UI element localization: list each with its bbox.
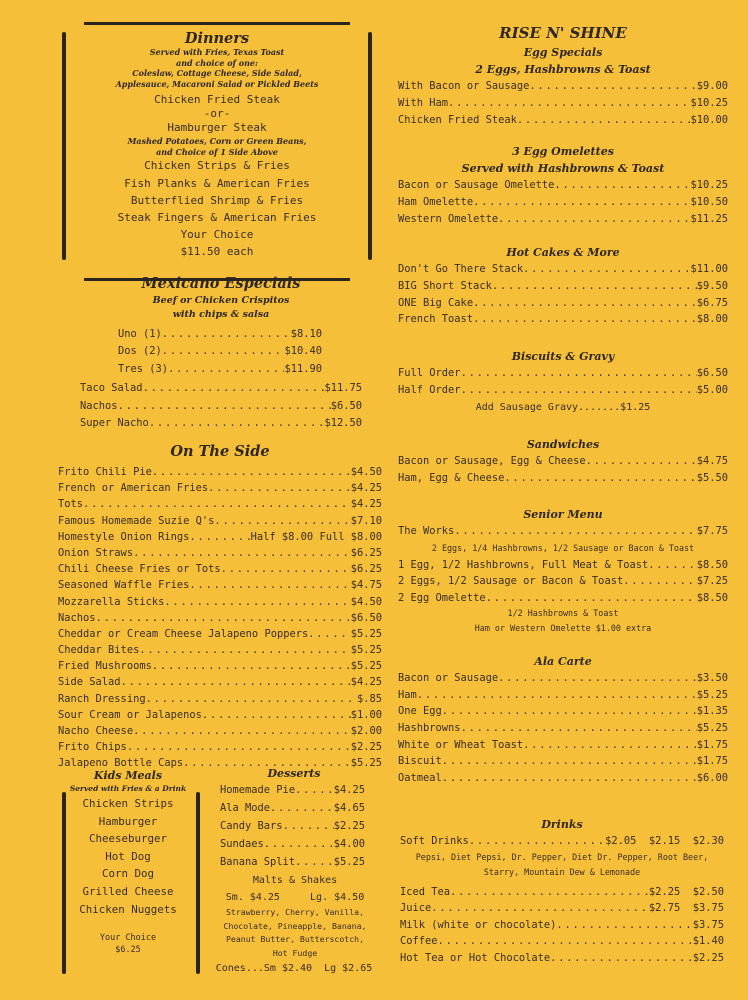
eggs-title: Egg Specials (523, 46, 603, 59)
dinner-item: Steak Fingers & American Fries (117, 211, 317, 225)
item-name: Oatmeal (398, 771, 442, 784)
menu-line (58, 577, 382, 593)
item-name: Homemade Pie (220, 784, 296, 796)
item-price: $5.25 (350, 660, 382, 673)
dinner-item: Butterflied Shrimp & Fries (130, 193, 304, 207)
menu-line (58, 739, 382, 755)
menu-line (398, 737, 728, 754)
item-price: $10.00 (690, 114, 728, 126)
item-price: $5.25 (333, 856, 365, 868)
item-name: Milk (white or chocolate) (400, 918, 557, 931)
menu-line (80, 415, 362, 433)
item-price: $2.25 (350, 741, 382, 754)
item-price: $5.25 (350, 644, 382, 657)
item-price: $4.25 (350, 676, 382, 689)
eggs-sub: 2 Eggs, Hashbrowns & Toast (475, 63, 651, 76)
item-price: $1.00 (350, 708, 382, 721)
menu-line (220, 782, 365, 800)
item-name: Fried Mushrooms (58, 660, 152, 673)
item-price: $5.25 (696, 688, 728, 701)
malts-flavors: Strawberry, Cherry, Vanilla, (225, 907, 365, 917)
item-name: French Toast (398, 313, 474, 326)
item-price: $11.25 (690, 213, 728, 225)
item-name: Ham, Egg & Cheese (398, 472, 505, 485)
dinner-item: Hamburger Steak (167, 121, 267, 135)
menu-line (398, 523, 728, 540)
menu-line (58, 723, 382, 739)
menu-line (400, 933, 724, 950)
item-price: $4.75 (696, 455, 728, 468)
menu-line (58, 480, 382, 496)
item-name: Hashbrowns (398, 721, 461, 734)
menu-line (398, 295, 728, 312)
item-name: 1 Egg, 1/2 Hashbrowns, Full Meat & Toast (398, 558, 649, 571)
menu-line (58, 561, 382, 577)
item-name: Seasoned Waffle Fries (58, 579, 190, 592)
side-title: On The Side (170, 443, 270, 460)
menu-line (398, 177, 728, 194)
mexicano-section (80, 274, 362, 433)
item-name: Bacon or Sausage Omelette (398, 179, 555, 191)
item-price: $5.00 (696, 384, 728, 397)
item-name: Tots (58, 498, 84, 511)
item-name: With Ham (398, 97, 449, 109)
menu-line (80, 380, 362, 398)
kids-item: Hot Dog (105, 849, 151, 863)
item-price: $7.75 (696, 525, 728, 538)
kids-title: Kids Meals (93, 769, 163, 782)
item-name: Soft Drinks (400, 835, 469, 847)
item-price: $11.00 (690, 263, 728, 275)
menu-line (58, 610, 382, 626)
menu-line (58, 513, 382, 529)
menu-line (400, 917, 724, 934)
item-name: Western Omelette (398, 213, 499, 225)
item-name: Biscuit (398, 755, 442, 768)
menu-line (400, 884, 724, 901)
menu-line (400, 950, 724, 967)
dinner-item: Fish Planks & American Fries (124, 176, 310, 190)
left-rule (62, 32, 66, 260)
item-name: Mozzarella Sticks (58, 595, 165, 608)
dinners-title: Dinners (184, 30, 250, 47)
menu-line (398, 311, 728, 328)
menu-line (398, 194, 728, 211)
omelette-sub: Served with Hashbrowns & Toast (461, 162, 665, 175)
item-price: $6.25 (350, 546, 382, 559)
item-name: Don't Go There Stack (398, 263, 524, 275)
mexicano-sub: Beef or Chicken Crispitos (152, 295, 290, 306)
item-price: $2.25 (692, 951, 724, 964)
item-name: Frito Chili Pie (58, 466, 152, 478)
menu-line (398, 720, 728, 737)
item-price: $4.65 (333, 802, 365, 814)
menu-line (398, 557, 728, 574)
item-price: $8.50 (696, 591, 728, 604)
item-price: $2.75 $3.75 (648, 902, 724, 915)
senior-note: Ham or Western Omelette $1.00 extra (474, 623, 652, 634)
malts-flavors: Peanut Butter, Butterscotch, (225, 934, 365, 944)
menu-line (400, 900, 724, 917)
item-name: One Egg (398, 705, 442, 718)
item-price: $2.00 (350, 725, 382, 737)
item-price: $5.25 (696, 721, 728, 734)
item-price: $1.75 (696, 755, 728, 768)
menu-line (398, 95, 728, 112)
drinks-note: Starry, Mountain Dew & Lemonade (483, 867, 641, 877)
kids-item: Corn Dog (101, 867, 154, 881)
item-price: $11.90 (284, 362, 322, 375)
dinners-note: Mashed Potatoes, Corn or Green Beans, (127, 136, 307, 147)
item-price: $11.75 (324, 382, 362, 395)
drinks-section (400, 816, 724, 966)
menu-line (58, 691, 382, 707)
mexicano-title: Mexicano Especials (141, 275, 301, 292)
menu-line (58, 545, 382, 561)
item-name: Side Salad (58, 676, 121, 689)
item-name: Sour Cream or Jalapenos (58, 708, 202, 721)
item-price: $5.50 (696, 472, 728, 485)
item-price: $6.50 (696, 367, 728, 380)
item-price: $6.00 (696, 771, 728, 784)
senior-note: 1/2 Hashbrowns & Toast (507, 608, 619, 619)
dinner-or: -or- (203, 107, 231, 121)
item-price: $12.50 (324, 417, 362, 430)
item-name: Coffee (400, 935, 438, 948)
alacarte-title: Ala Carte (534, 655, 592, 669)
item-price: $4.00 (333, 838, 365, 850)
item-price: $4.25 (333, 784, 365, 796)
item-name: Famous Homemade Suzie Q's (58, 514, 215, 527)
menu-line (398, 753, 728, 770)
menu-line (58, 464, 382, 480)
item-name: 2 Eggs, 1/2 Sausage or Bacon & Toast (398, 575, 624, 588)
right-rule (368, 32, 372, 260)
item-price: $3.75 (692, 918, 724, 931)
item-price: $6.50 (330, 399, 362, 412)
item-price: $6.50 (350, 611, 382, 624)
menu-line (398, 687, 728, 704)
senior-note: 2 Eggs, 1/4 Hashbrowns, 1/2 Sausage or Bacon & Toast (431, 542, 695, 553)
dinners-note: Applesauce, Macaroni Salad or Pickled Beets (115, 78, 319, 89)
item-price: $1.35 (696, 705, 728, 718)
drinks-title: Drinks (541, 818, 583, 831)
item-price: $8.50 (696, 558, 728, 571)
item-name: Homestyle Onion Rings (58, 530, 190, 543)
menu-line (398, 670, 728, 687)
item-name: Bacon or Sausage, Egg & Cheese (398, 455, 586, 468)
item-name: Nachos (80, 399, 118, 412)
menu-line (58, 674, 382, 690)
kids-sub: Served with Fries & a Drink (69, 784, 187, 793)
item-name: White or Wheat Toast (398, 738, 524, 751)
item-name: Iced Tea (400, 885, 451, 898)
item-price: $4.75 (350, 579, 382, 592)
menu-line (398, 211, 728, 228)
malts-heading: Malts & Shakes (252, 875, 338, 886)
dinner-item: Your Choice (180, 228, 254, 242)
item-price: $10.40 (284, 345, 322, 358)
item-price: $6.75 (696, 296, 728, 309)
item-name: Sundaes (220, 838, 264, 850)
dinners-note: Served with Fries, Texas Toast (149, 47, 285, 57)
item-price: $9.00 (696, 80, 728, 92)
menu-line (118, 361, 322, 378)
kids-item: Cheeseburger (88, 832, 167, 846)
item-price: $2.25 (333, 820, 365, 832)
item-price: $5.25 (350, 757, 382, 770)
dinner-price: $11.50 each (180, 245, 254, 259)
item-price: $10.25 (690, 97, 728, 109)
kids-item: Grilled Cheese (82, 884, 174, 898)
item-price: $1.40 (692, 935, 724, 948)
menu-line (398, 573, 728, 590)
sandwiches-title: Sandwiches (526, 438, 600, 452)
item-price: $10.25 (690, 179, 728, 191)
item-name: Tres (3) (118, 362, 169, 375)
item-price: $7.25 (696, 575, 728, 588)
kids-item: Chicken Strips (82, 797, 174, 810)
item-name: Cheddar or Cream Cheese Jalapeno Poppers (58, 627, 309, 640)
menu-line (118, 326, 322, 343)
menu-line (220, 818, 365, 836)
item-name: Onion Straws (58, 546, 134, 559)
item-name: ONE Big Cake (398, 296, 474, 309)
item-price: $3.50 (696, 672, 728, 685)
item-name: Uno (1) (118, 328, 162, 340)
dinners-note: Coleslaw, Cottage Cheese, Side Salad, (132, 68, 302, 78)
menu-line (220, 836, 365, 854)
item-name: Taco Salad (80, 382, 143, 395)
omelette-title: 3 Egg Omelettes (512, 145, 614, 158)
item-price: $8.00 (696, 313, 728, 326)
item-name: Banana Split (220, 856, 296, 868)
dinners-box (62, 16, 372, 268)
desserts-section (215, 766, 380, 978)
dinners-note: and choice of one: (176, 57, 258, 68)
menu-line (398, 78, 728, 95)
menu-line (398, 470, 728, 487)
item-name: Hot Tea or Hot Chocolate (400, 951, 551, 964)
kids-choice: Your Choice (99, 933, 157, 944)
rise-title: RISE N' SHINE (499, 24, 627, 42)
menu-line (398, 112, 728, 129)
item-name: Juice (400, 902, 432, 915)
malts-flavors: Chocolate, Pineapple, Banana, (223, 920, 367, 931)
kids-item: Chicken Nuggets (79, 902, 177, 916)
menu-line (398, 590, 728, 607)
item-price: $2.25 $2.50 (648, 885, 724, 898)
item-price: Half $8.00 Full $8.00 (250, 530, 382, 543)
item-price: $8.10 (290, 328, 322, 340)
item-price: $4.50 (350, 466, 382, 478)
item-price: $1.75 (696, 738, 728, 751)
mexicano-sub: with chips & salsa (172, 309, 270, 320)
hotcakes-title: Hot Cakes & More (506, 246, 620, 259)
item-price: $4.50 (350, 595, 382, 608)
item-name: Super Nacho (80, 417, 149, 430)
item-price: $4.25 (350, 482, 382, 495)
dinner-item: Chicken Strips & Fries (144, 159, 290, 173)
item-name: With Bacon or Sausage (398, 80, 530, 92)
item-name: Frito Chips (58, 741, 127, 754)
item-name: 2 Egg Omelette (398, 591, 486, 604)
item-name: Ham (398, 688, 417, 701)
menu-line (58, 594, 382, 610)
item-name: French or American Fries (58, 482, 209, 495)
dinners-note: and Choice of 1 Side Above (156, 146, 278, 157)
item-name: Ham Omelette (398, 196, 474, 208)
item-name: Ala Mode (220, 802, 271, 814)
menu-line (58, 626, 382, 642)
gravy-line: Add Sausage Gravy.......$1.25 (475, 402, 651, 414)
item-price: $7.10 (350, 514, 382, 527)
item-price: $4.25 (350, 498, 382, 511)
item-price: $9.50 (696, 279, 728, 292)
item-name: Jalapeno Bottle Caps (58, 757, 184, 770)
item-name: The Works (398, 525, 455, 538)
item-name: Bacon or Sausage (398, 672, 499, 685)
malts-flavors: Hot Fudge (272, 947, 318, 958)
menu-line (58, 642, 382, 658)
menu-line (398, 453, 728, 470)
malts-sizes: Sm. $4.25 Lg. $4.50 (225, 892, 365, 903)
drinks-note: Pepsi, Diet Pepsi, Dr. Pepper, Diet Dr. Pepper, Root Beer, (415, 851, 709, 862)
item-name: Chili Cheese Fries or Tots (58, 563, 221, 576)
dinner-item: Chicken Fried Steak (154, 93, 280, 106)
item-price: $2.05 $2.15 $2.30 (605, 835, 724, 847)
menu-line (118, 343, 322, 360)
kids-item: Hamburger (98, 814, 158, 828)
menu-line (400, 833, 724, 850)
menu-line (220, 854, 365, 872)
menu-line (398, 278, 728, 295)
item-price: $6.25 (350, 563, 382, 576)
item-name: Cheddar Bites (58, 644, 140, 657)
menu-line (80, 398, 362, 416)
item-name: Chicken Fried Steak (398, 114, 517, 126)
menu-line (398, 365, 728, 382)
item-price: $.85 (356, 692, 382, 705)
item-name: Nachos (58, 611, 96, 624)
item-name: BIG Short Stack (398, 279, 492, 292)
menu-line (398, 261, 728, 278)
item-price: $5.25 (350, 627, 382, 640)
desserts-title: Desserts (267, 767, 321, 780)
menu-line (398, 703, 728, 720)
kids-box (58, 769, 198, 972)
item-name: Ranch Dressing (58, 692, 146, 705)
menu-line (58, 496, 382, 512)
item-price: $10.50 (690, 196, 728, 208)
menu-line (58, 707, 382, 723)
item-name: Candy Bars (220, 820, 283, 832)
top-rule (84, 22, 350, 25)
item-name: Dos (2) (118, 345, 162, 358)
menu-line (398, 382, 728, 399)
side-section (58, 442, 382, 772)
menu-line (58, 529, 382, 545)
rise-section (398, 22, 728, 786)
menu-line (58, 658, 382, 674)
cones-line: Cones...Sm $2.40 Lg $2.65 (215, 963, 373, 974)
kids-price: $6.25 (115, 945, 141, 956)
menu-line (398, 770, 728, 787)
menu-line (220, 800, 365, 818)
item-name: Full Order (398, 367, 461, 380)
item-name: Half Order (398, 384, 461, 397)
senior-title: Senior Menu (523, 508, 603, 522)
item-name: Nacho Cheese (58, 725, 134, 737)
biscuits-title: Biscuits & Gravy (511, 350, 615, 364)
